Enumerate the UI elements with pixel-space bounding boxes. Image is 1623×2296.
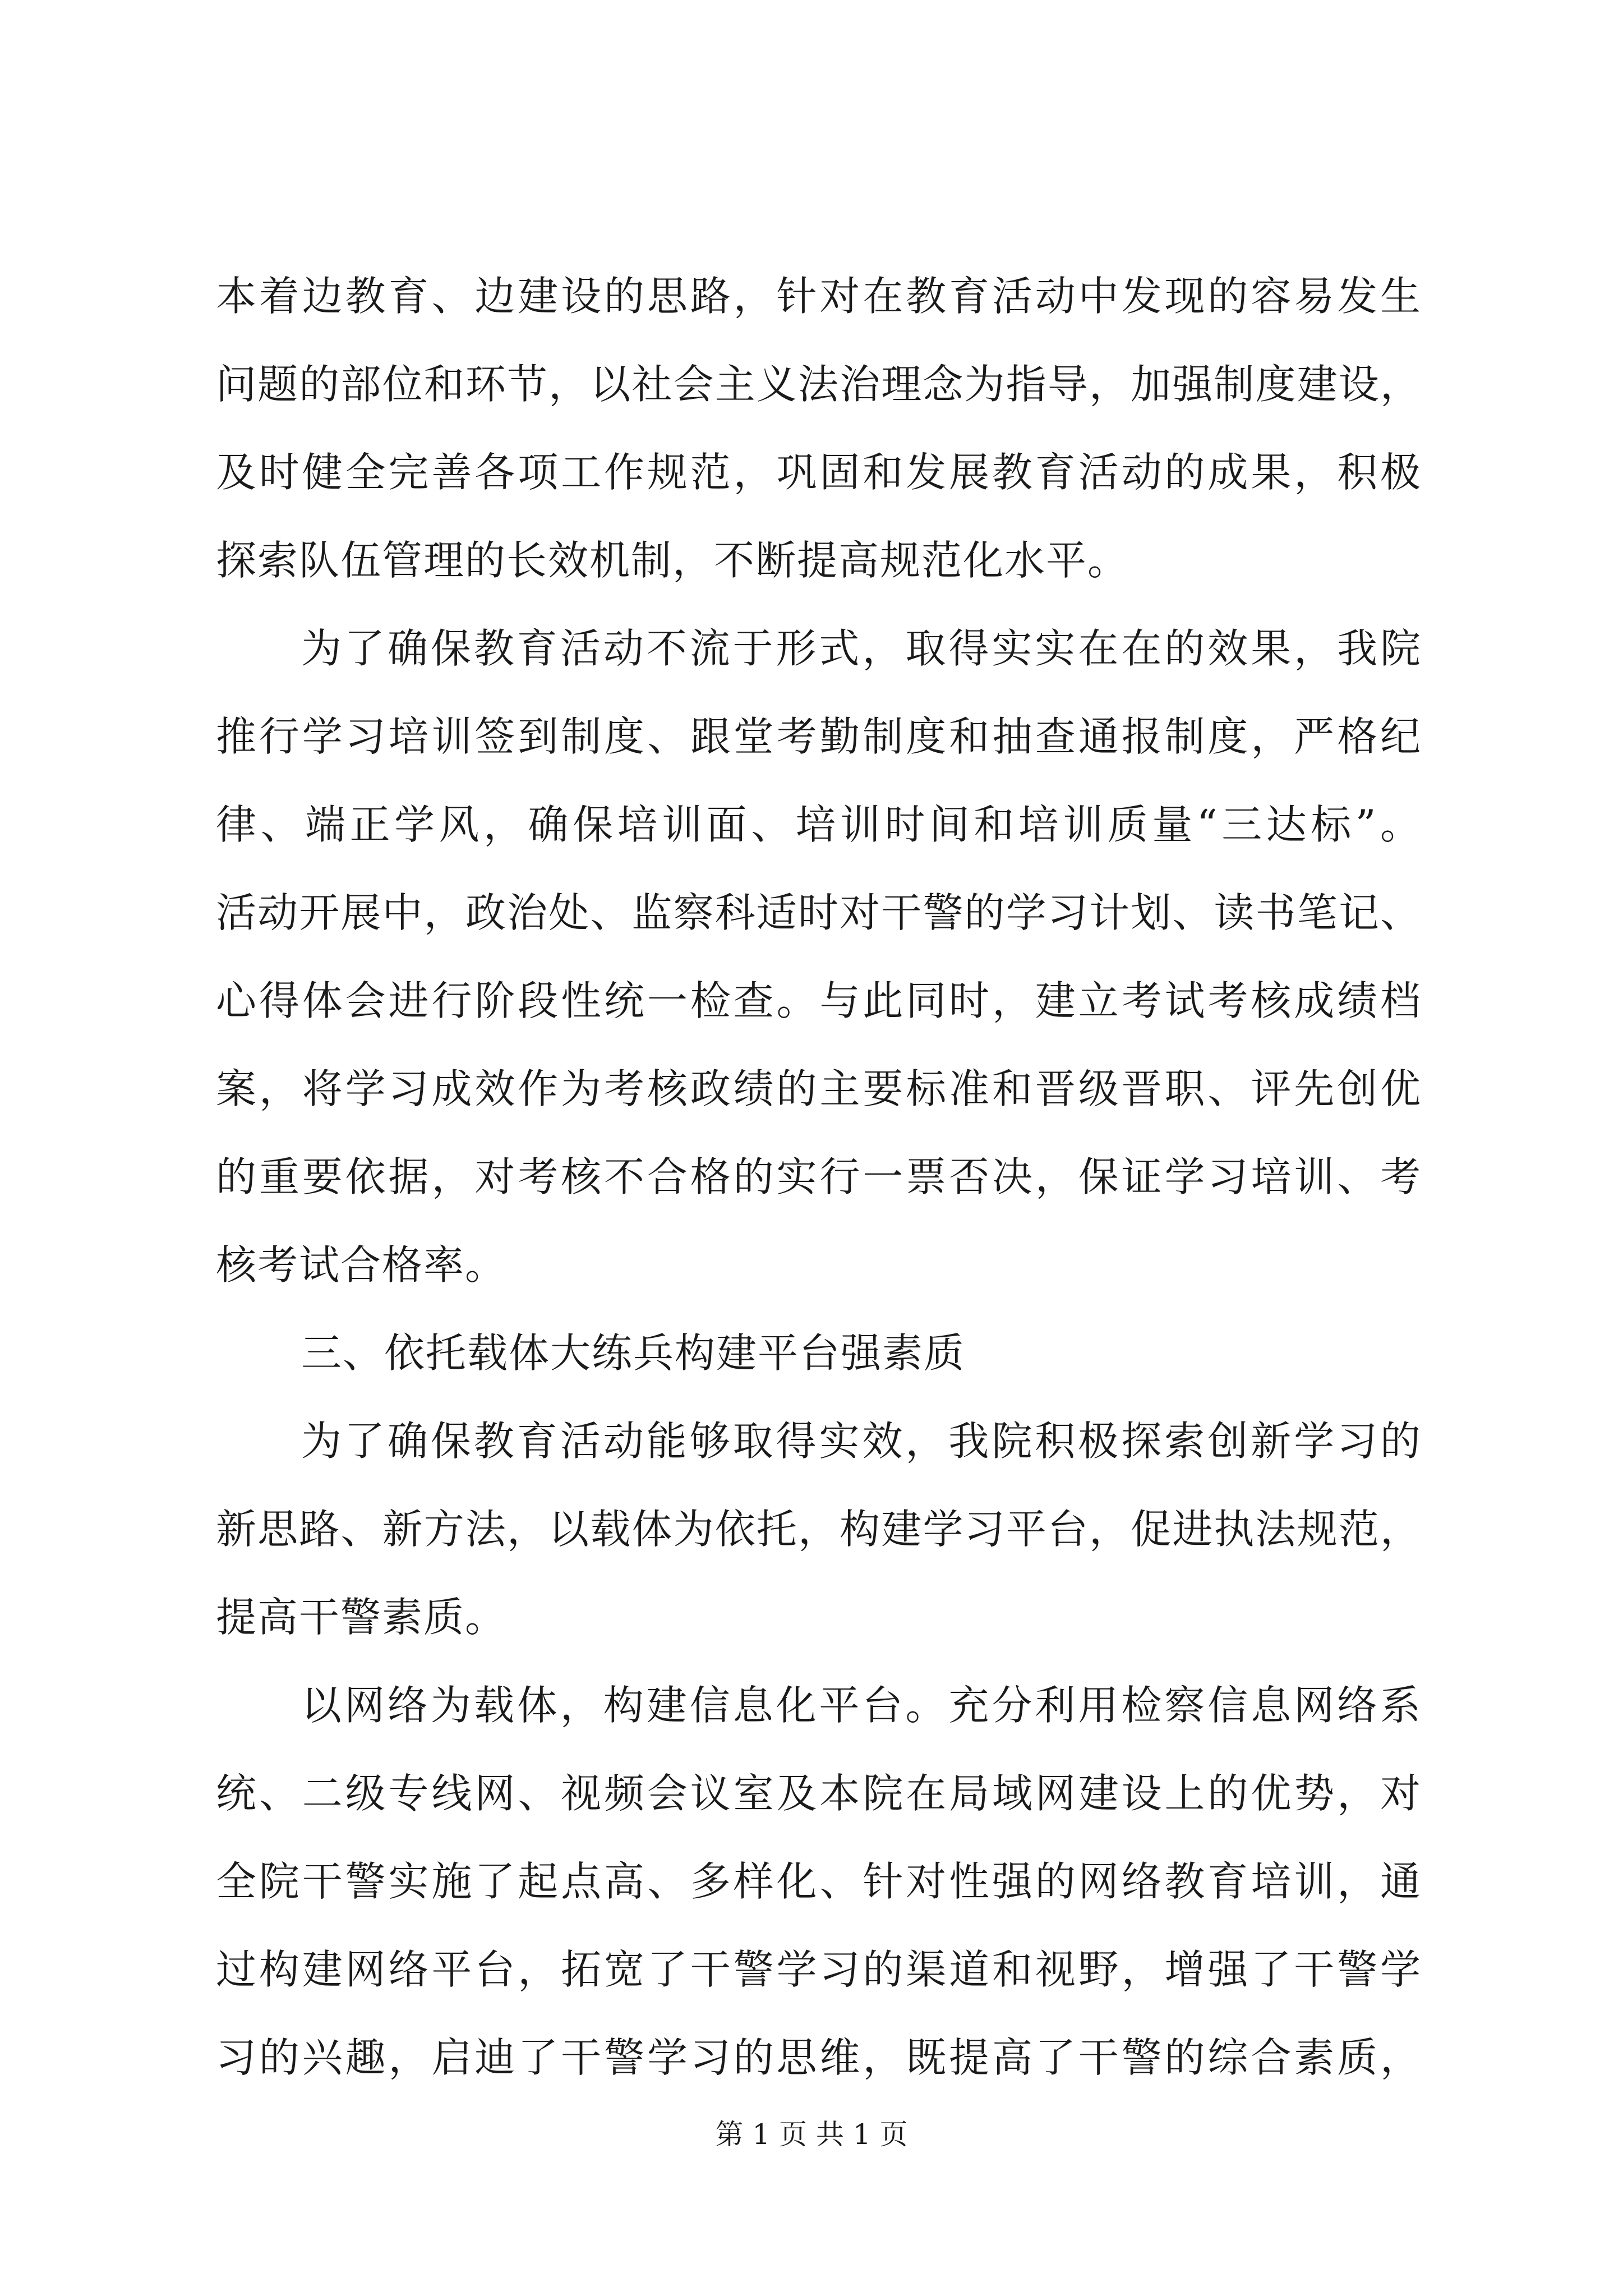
text-line: 统、二级专线网、视频会议室及本院在局域网建设上的优势，对 xyxy=(216,1770,1422,1817)
text-line: 过构建网络平台，拓宽了干警学习的渠道和视野，增强了干警学 xyxy=(216,1946,1422,1993)
text-line: 活动开展中，政治处、监察科适时对干警的学习计划、读书笔记、 xyxy=(216,889,1422,936)
text-line: 推行学习培训签到制度、跟堂考勤制度和抽查通报制度，严格纪 xyxy=(216,713,1422,760)
text-line: 新思路、新方法，以载体为依托，构建学习平台，促进执法规范， xyxy=(216,1506,1422,1553)
paragraph-first-line: 为了确保教育活动能够取得实效，我院积极探索创新学习的 xyxy=(301,1418,1422,1465)
text-line: 提高干警素质。 xyxy=(216,1594,507,1641)
text-line: 核考试合格率。 xyxy=(216,1241,507,1289)
document-body xyxy=(216,252,1422,2102)
page-footer xyxy=(0,2118,1623,2151)
section-heading: 三、依托载体大练兵构建平台强素质 xyxy=(301,1329,966,1377)
text-line: 全院干警实施了起点高、多样化、针对性强的网络教育培训，通 xyxy=(216,1858,1422,1905)
text-line: 的重要依据，对考核不合格的实行一票否决，保证学习培训、考 xyxy=(216,1153,1422,1200)
paragraph-first-line: 以网络为载体，构建信息化平台。充分利用检察信息网络系 xyxy=(301,1682,1422,1729)
text-line: 本着边教育、边建设的思路，针对在教育活动中发现的容易发生 xyxy=(216,273,1422,320)
text-line: 习的兴趣，启迪了干警学习的思维，既提高了干警的综合素质， xyxy=(216,2034,1422,2081)
text-line: 探索队伍管理的长效机制，不断提高规范化水平。 xyxy=(216,537,1129,584)
text-line: 案，将学习成效作为考核政绩的主要标准和晋级晋职、评先创优 xyxy=(216,1065,1422,1112)
text-line: 律、端正学风，确保培训面、培训时间和培训质量“三达标”。 xyxy=(216,801,1422,848)
paragraph-first-line: 为了确保教育活动不流于形式，取得实实在在的效果，我院 xyxy=(301,625,1422,672)
page-number-label: 第 1 页 共 1 页 xyxy=(715,2118,908,2151)
text-line: 问题的部位和环节，以社会主义法治理念为指导，加强制度建设， xyxy=(216,361,1422,408)
text-line: 心得体会进行阶段性统一检查。与此同时，建立考试考核成绩档 xyxy=(216,977,1422,1024)
text-line: 及时健全完善各项工作规范，巩固和发展教育活动的成果，积极 xyxy=(216,449,1422,496)
